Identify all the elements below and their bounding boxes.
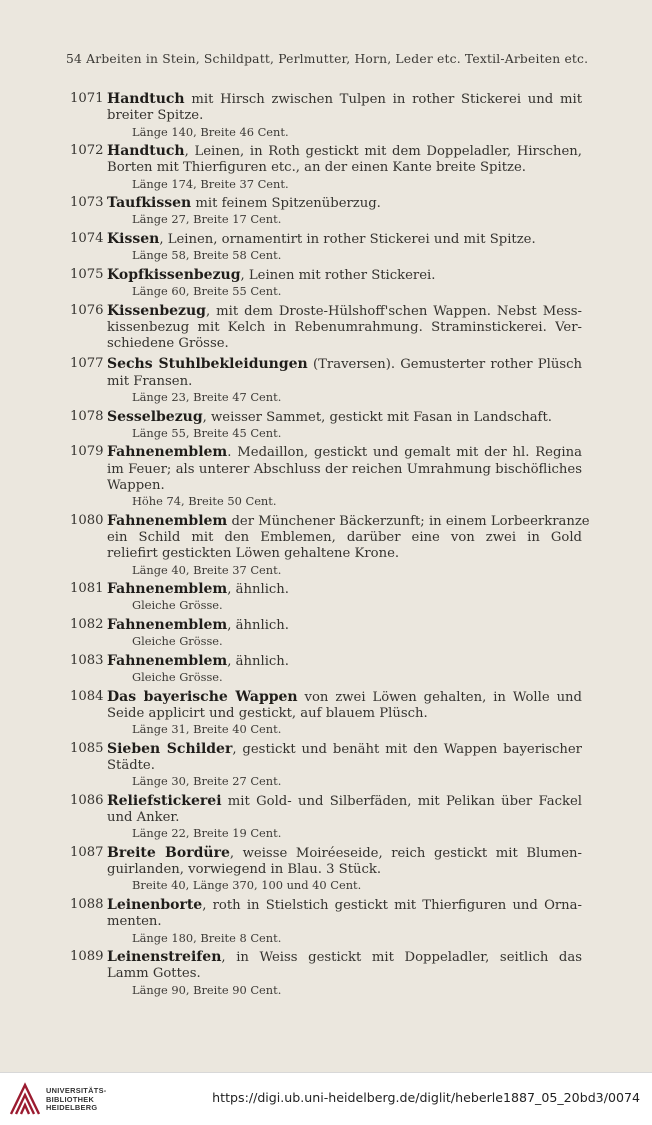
entry-first-line: [70, 653, 582, 670]
entry-number: 1089: [70, 949, 104, 964]
entry-first-line: [70, 267, 582, 284]
entry-text: [107, 356, 582, 373]
entry-first-line: [70, 845, 582, 862]
catalogue-entry: [70, 653, 582, 685]
entry-title: Kissenbezug: [107, 302, 206, 319]
entry-description: der Münchener Bäckerzunft; in einem Lorbeerkranze: [227, 513, 590, 529]
entry-title: Fahnenemblem: [107, 581, 228, 598]
entry-first-line: [70, 581, 582, 598]
entry-number: 1075: [70, 266, 104, 282]
entry-first-line: [70, 617, 582, 634]
entry-title: Sesselbezug: [107, 408, 203, 425]
catalogue-entries: [70, 91, 590, 1001]
entry-number: 1073: [70, 195, 104, 211]
entry-title: Kopfkissenbezug: [107, 266, 241, 283]
library-name-line-2: BIBLIOTHEK: [46, 1094, 95, 1104]
entry-description: , roth in Stielstich gestickt mit Thierfiguren und Orna-: [202, 897, 582, 913]
entry-title: Das bayerische Wappen: [107, 688, 298, 705]
entry-text: [107, 91, 582, 108]
entry-first-line: [70, 897, 582, 914]
catalogue-entry: [70, 231, 582, 263]
entry-title: Taufkissen: [107, 195, 192, 212]
entry-text: [107, 444, 582, 461]
catalogue-entry: [70, 143, 582, 191]
entry-continuation-line: Städte.: [107, 757, 155, 773]
entry-first-line: [70, 143, 582, 160]
entry-number: 1082: [70, 616, 104, 632]
entry-title: Kissen: [107, 230, 160, 247]
entry-description: mit feinem Spitzenüberzug.: [191, 196, 381, 212]
entry-first-line: [70, 689, 582, 706]
entry-dimensions: Länge 60, Breite 55 Cent.: [132, 284, 282, 299]
entry-description: , ähnlich.: [227, 617, 289, 633]
library-name-line-3: HEIDELBERG: [46, 1103, 98, 1113]
entry-continuation-line: mit Fransen.: [107, 373, 193, 389]
entry-text: [107, 267, 582, 284]
entry-continuation-line: reliefirt gestickten Löwen gehaltene Krone.: [107, 546, 400, 562]
entry-number: 1077: [70, 356, 104, 372]
entry-first-line: [70, 303, 582, 320]
entry-title: Breite Bordüre: [107, 844, 230, 861]
entry-title: Reliefstickerei: [107, 792, 222, 809]
entry-first-line: [70, 444, 582, 461]
entry-text: [107, 949, 582, 966]
entry-description: , weisser Sammet, gestickt mit Fasan in Landschaft.: [202, 409, 552, 425]
entry-number: 1078: [70, 408, 104, 424]
entry-dimensions: Länge 23, Breite 47 Cent.: [132, 390, 282, 405]
catalogue-entry: [70, 356, 582, 404]
entry-dimensions: Länge 140, Breite 46 Cent.: [132, 124, 289, 139]
entry-dimensions: Länge 40, Breite 37 Cent.: [132, 562, 282, 577]
entry-number: 1083: [70, 652, 104, 668]
running-head: 54 Arbeiten in Stein, Schildpatt, Perlmutter, Horn, Leder etc. Textil-Arbeiten etc.: [66, 52, 589, 66]
catalogue-entry: [70, 195, 582, 227]
entry-number: 1088: [70, 896, 104, 912]
entry-title: Leinenstreifen: [107, 949, 222, 965]
catalogue-entry: [70, 793, 582, 841]
entry-first-line: [70, 409, 582, 426]
entry-title: Sieben Schilder: [107, 740, 233, 757]
entry-continuation-line: Wappen.: [107, 477, 165, 493]
catalogue-entry: [70, 617, 582, 649]
entry-number: 1086: [70, 792, 104, 808]
entry-title: Fahnenemblem: [107, 616, 228, 633]
entry-dimensions: Länge 22, Breite 19 Cent.: [132, 826, 282, 841]
entry-title: Fahnenemblem: [107, 512, 228, 529]
university-library-logo-icon: [8, 1081, 42, 1117]
entry-continuation-line: und Anker.: [107, 810, 180, 826]
entry-description: (Traversen). Gemusterter rother Plüsch: [307, 357, 582, 373]
entry-text: [107, 845, 582, 862]
entry-title: Leinenborte: [107, 896, 203, 913]
entry-dimensions: Breite 40, Länge 370, 100 und 40 Cent.: [132, 878, 362, 893]
entry-title: Sechs Stuhlbekleidungen: [107, 356, 308, 373]
entry-number: 1076: [70, 302, 104, 318]
entry-first-line: [70, 512, 590, 530]
catalogue-entry: [70, 267, 582, 299]
entry-continuation-line: schiedene Grösse.: [107, 336, 229, 352]
entry-description: mit Hirsch zwischen Tulpen in rother Stickerei und mit: [184, 92, 582, 107]
library-footer: [0, 1072, 652, 1125]
entry-dimensions: Länge 55, Breite 45 Cent.: [132, 425, 282, 440]
entry-text: [107, 741, 582, 758]
permalink-url[interactable]: https://digi.ub.uni-heidelberg.de/diglit/heberle1887_05_20bd3/0074: [212, 1090, 640, 1105]
entry-continuation-line: Borten mit Thierfiguren etc., an der einen Kante breite Spitze.: [107, 160, 526, 176]
entry-continuation-line: ein Schild mit den Emblemen, darüber eine von zwei in Gold: [107, 530, 582, 546]
entry-description: , weisse Moiréeseide, reich gestickt mit Blumen-: [229, 845, 582, 861]
library-name: [46, 1087, 107, 1113]
library-name-line-1: UNIVERSITÄTS-: [46, 1086, 107, 1095]
entry-text: [107, 617, 582, 634]
catalogue-entry: [70, 409, 582, 441]
entry-continuation-line: menten.: [107, 914, 162, 930]
entry-dimensions: Höhe 74, Breite 50 Cent.: [132, 494, 277, 509]
entry-number: 1085: [70, 740, 104, 756]
entry-dimensions: Länge 90, Breite 90 Cent.: [132, 982, 282, 997]
entry-continuation-line: Seide applicirt und gestickt, auf blauem Plüsch.: [107, 705, 428, 721]
entry-number: 1087: [70, 844, 104, 860]
catalogue-entry: [70, 444, 582, 508]
entry-text: [107, 303, 582, 320]
entry-number: 1074: [70, 230, 104, 246]
entry-first-line: [70, 91, 582, 108]
catalogue-entry: [70, 303, 582, 353]
entry-number: 1080: [70, 512, 104, 528]
entry-dimensions: Länge 31, Breite 40 Cent.: [132, 722, 282, 737]
entry-first-line: [70, 356, 582, 373]
entry-description: , Leinen mit rother Stickerei.: [240, 267, 436, 283]
entry-text: [107, 513, 590, 530]
entry-description: mit Gold- und Silberfäden, mit Pelikan über Fackel: [221, 793, 582, 809]
entry-text: [107, 195, 582, 212]
entry-dimensions: Länge 27, Breite 17 Cent.: [132, 212, 282, 227]
entry-text: [107, 581, 582, 598]
entry-dimensions: Länge 30, Breite 27 Cent.: [132, 774, 282, 789]
entry-number: 1071: [70, 91, 104, 106]
entry-description: von zwei Löwen gehalten, in Wolle und: [297, 689, 582, 705]
entry-dimensions: Gleiche Grösse.: [132, 634, 223, 649]
entry-description: . Medaillon, gestickt und gemalt mit der hl. Regina: [227, 445, 582, 461]
entry-text: [107, 793, 582, 810]
entry-first-line: [70, 231, 582, 248]
catalogue-entry: [70, 897, 582, 945]
entry-text: [107, 897, 582, 914]
entry-first-line: [70, 949, 582, 966]
entry-continuation-line: guirlanden, vorwiegend in Blau. 3 Stück.: [107, 862, 382, 878]
entry-continuation-line: im Feuer; als unterer Abschluss der reichen Umrahmung bischöfliches: [107, 461, 582, 477]
entry-continuation-line: breiter Spitze.: [107, 108, 204, 124]
catalogue-entry: [70, 581, 582, 613]
entry-description: , Leinen, in Roth gestickt mit dem Doppeladler, Hirschen,: [184, 144, 582, 160]
catalogue-entry: [70, 512, 590, 577]
entry-description: , gestickt und benäht mit den Wappen bayerischer: [232, 741, 582, 757]
entry-title: Handtuch: [107, 91, 185, 107]
entry-description: , mit dem Droste-Hülshoff'schen Wappen. Nebst Mess-: [205, 303, 582, 319]
catalogue-entry: [70, 741, 582, 789]
entry-number: 1081: [70, 581, 104, 597]
entry-description: , Leinen, ornamentirt in rother Stickerei und mit Spitze.: [159, 231, 536, 247]
entry-title: Handtuch: [107, 143, 185, 160]
entry-description: , ähnlich.: [227, 582, 289, 598]
entry-first-line: [70, 741, 582, 758]
entry-title: Fahnenemblem: [107, 652, 228, 669]
entry-dimensions: Gleiche Grösse.: [132, 670, 223, 685]
entry-dimensions: Länge 180, Breite 8 Cent.: [132, 930, 282, 945]
entry-text: [107, 231, 582, 248]
entry-text: [107, 409, 582, 426]
entry-text: [107, 653, 582, 670]
entry-dimensions: Länge 174, Breite 37 Cent.: [132, 176, 289, 191]
entry-continuation-line: kissenbezug mit Kelch in Rebenumrahmung. Straminstickerei. Ver-: [107, 319, 582, 335]
entry-number: 1084: [70, 688, 104, 704]
entry-dimensions: Gleiche Grösse.: [132, 598, 223, 613]
catalogue-entry: [70, 91, 582, 139]
entry-description: , ähnlich.: [227, 653, 289, 669]
entry-continuation-line: Lamm Gottes.: [107, 966, 201, 982]
entry-first-line: [70, 793, 582, 810]
entry-number: 1072: [70, 143, 104, 159]
entry-text: [107, 689, 582, 706]
catalogue-entry: [70, 689, 582, 737]
entry-description: , in Weiss gestickt mit Doppeladler, seitlich das: [221, 950, 582, 965]
entry-title: Fahnenemblem: [107, 444, 228, 461]
catalogue-entry: [70, 949, 582, 997]
entry-dimensions: Länge 58, Breite 58 Cent.: [132, 248, 282, 263]
catalogue-entry: [70, 845, 582, 893]
entry-text: [107, 143, 582, 160]
entry-first-line: [70, 195, 582, 212]
entry-number: 1079: [70, 444, 104, 460]
